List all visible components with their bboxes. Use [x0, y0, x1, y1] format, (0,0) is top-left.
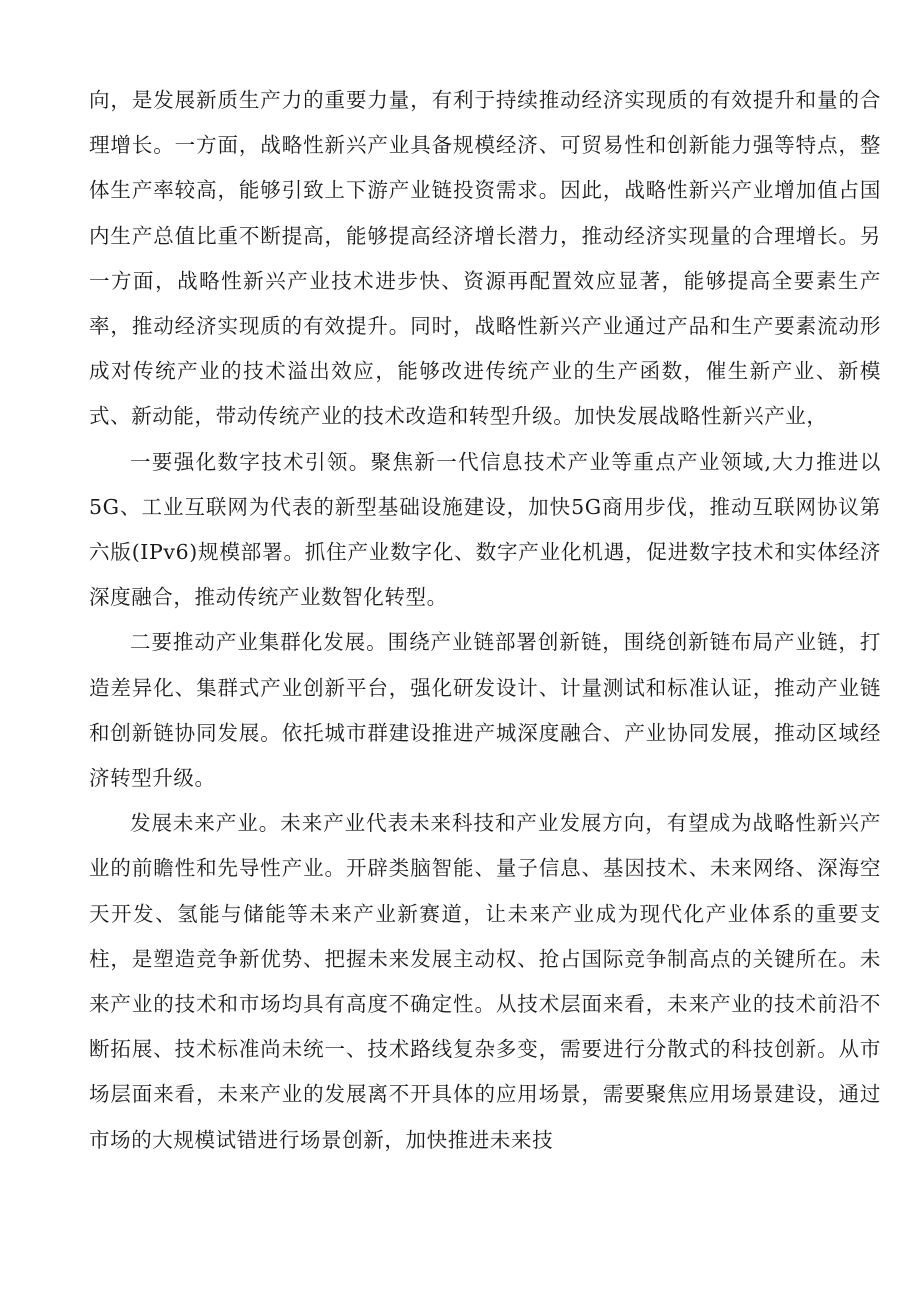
paragraph-2: 一要强化数字技术引领。聚焦新一代信息技术产业等重点产业领域,大力推进以5G、工业互联网为代表的新型基础设施建设，加快5G商用步伐，推动互联网协议第六版(IPv6)规模部署。抓住产业数字化、数字产业化机遇，促进数字技术和实体经济深度融合，推动传统产业数智化转型。 [89, 449, 881, 610]
paragraph-4: 发展未来产业。未来产业代表未来科技和产业发展方向，有望成为战略性新兴产业的前瞻性和先导性产业。开辟类脑智能、量子信息、基因技术、未来网络、深海空天开发、氢能与储能等未来产业新赛道，让未来产业成为现代化产业体系的重要支柱，是塑造竞争新优势、把握未来发展主动权、抢占国际竞争制高点的关键所在。未来产业的技术和市场均具有高度不确定性。从技术层面来看，未来产业的技术前沿不断拓展、技术标准尚未统一、技术路线复杂多变，需要进行分散式的科技创新。从市场层面来看，未来产业的发展离不开具体的应用场景，需要聚焦应用场景建设，通过市场的大规模试错进行场景创新，加快推进未来技 [89, 811, 881, 1152]
document-body [89, 78, 881, 1163]
paragraph-1: 向，是发展新质生产力的重要力量，有利于持续推动经济实现质的有效提升和量的合理增长。一方面，战略性新兴产业具备规模经济、可贸易性和创新能力强等特点，整体生产率较高，能够引致上下游产业链投资需求。因此，战略性新兴产业增加值占国内生产总值比重不断提高，能够提高经济增长潜力，推动经济实现量的合理增长。另一方面，战略性新兴产业技术进步快、资源再配置效应显著，能够提高全要素生产率，推动经济实现质的有效提升。同时，战略性新兴产业通过产品和生产要素流动形成对传统产业的技术溢出效应，能够改进传统产业的生产函数，催生新产业、新模式、新动能，带动传统产业的技术改造和转型升级。加快发展战略性新兴产业， [89, 88, 881, 429]
paragraph-3: 二要推动产业集群化发展。围绕产业链部署创新链，围绕创新链布局产业链，打造差异化、集群式产业创新平台，强化研发设计、计量测试和标准认证，推动产业链和创新链协同发展。依托城市群建设推进产城深度融合、产业协同发展，推动区域经济转型升级。 [89, 630, 881, 791]
